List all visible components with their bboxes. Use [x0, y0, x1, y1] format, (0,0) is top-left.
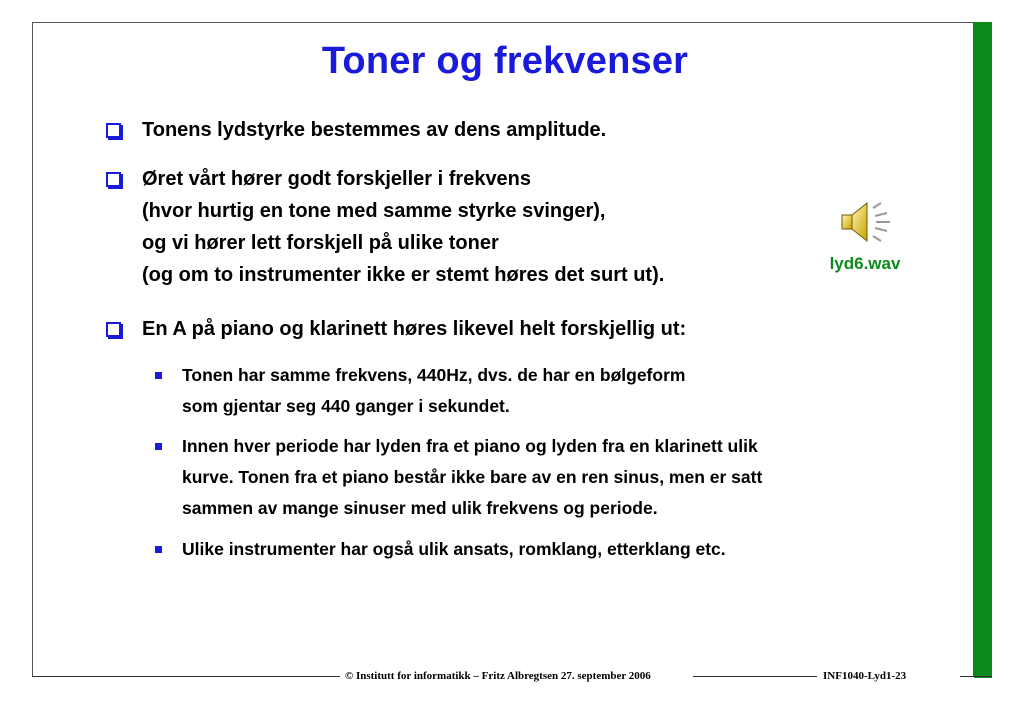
bullet-text: (og om to instrumenter ikke er stemt høres det surt ut). — [142, 264, 665, 286]
footer-rule — [960, 676, 992, 677]
frame-left-border — [32, 22, 33, 676]
slide-title: Toner og frekvenser — [321, 40, 689, 82]
checkbox-bullet-icon — [106, 322, 121, 337]
bullet-text: En A på piano og klarinett høres likevel helt forskjellig ut: — [142, 318, 687, 340]
square-bullet-icon — [155, 372, 162, 379]
checkbox-bullet-icon — [106, 172, 121, 187]
bullet-text: (hvor hurtig en tone med samme styrke svinger), — [142, 200, 606, 222]
subbullet-text: Tonen har samme frekvens, 440Hz, dvs. de har en bølgeform — [182, 365, 686, 385]
square-bullet-icon — [155, 443, 162, 450]
frame-top-border — [32, 22, 974, 23]
subbullet-text: Ulike instrumenter har også ulik ansats, romklang, etterklang etc. — [182, 539, 726, 559]
square-bullet-icon — [155, 546, 162, 553]
speaker-icon[interactable] — [837, 198, 893, 246]
footer-rule — [693, 676, 817, 677]
subbullet-text: som gjentar seg 440 ganger i sekundet. — [182, 396, 510, 416]
footer-copyright: © Institutt for informatikk – Fritz Albregtsen 27. september 2006 — [345, 670, 651, 682]
bullet-text: og vi hører lett forskjell på ulike toner — [142, 232, 499, 254]
accent-bar — [974, 22, 992, 678]
sound-file-label[interactable]: lyd6.wav — [829, 254, 901, 273]
footer-slide-id: INF1040-Lyd1-23 — [823, 670, 907, 682]
bullet-text: Tonens lydstyrke bestemmes av dens amplitude. — [142, 119, 607, 141]
subbullet-text: Innen hver periode har lyden fra et piano og lyden fra en klarinett ulik — [182, 436, 758, 456]
checkbox-bullet-icon — [106, 123, 121, 138]
subbullet-text: sammen av mange sinuser med ulik frekvens og periode. — [182, 498, 658, 518]
footer-rule — [32, 676, 340, 677]
bullet-text: Øret vårt hører godt forskjeller i frekvens — [142, 168, 532, 190]
subbullet-text: kurve. Tonen fra et piano består ikke bare av en ren sinus, men er satt — [182, 467, 763, 487]
